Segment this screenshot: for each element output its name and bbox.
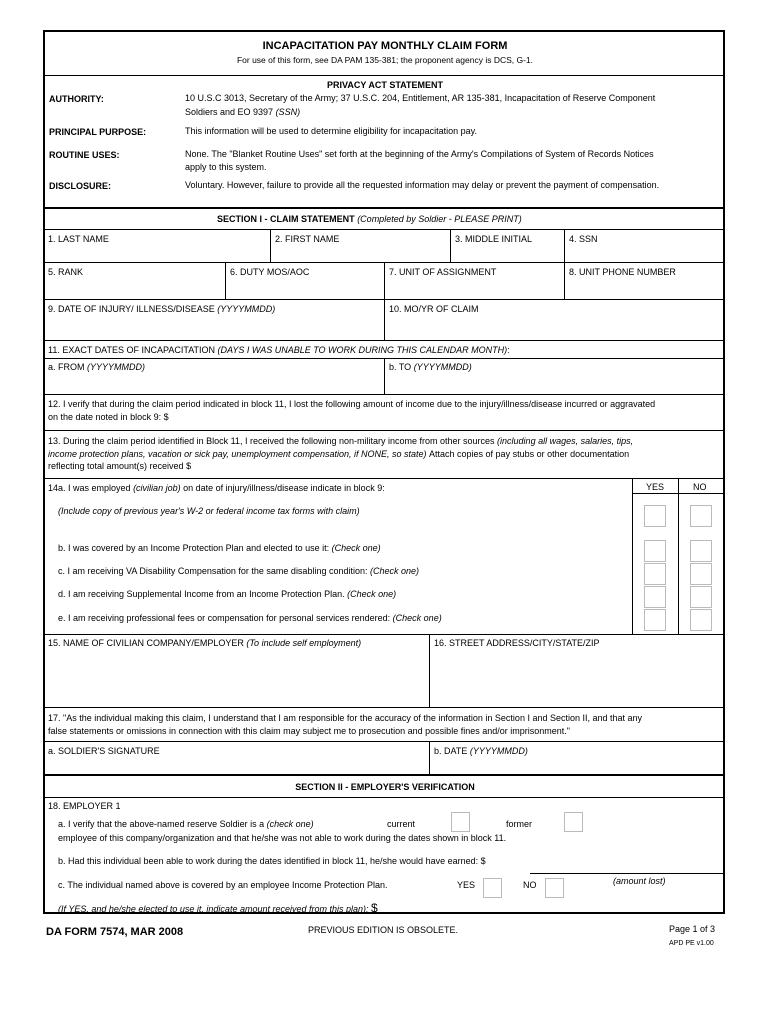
last-name-input[interactable] [45, 245, 268, 261]
signature-date-input[interactable] [431, 757, 722, 772]
verify-employee-statement: a. I verify that the above-named reserve Soldier is a (check one) [58, 819, 314, 829]
date-of-injury-label: 9. DATE OF INJURY/ ILLNESS/DISEASE (YYYYMMDD) [48, 304, 276, 314]
to-date-input[interactable] [386, 374, 722, 392]
employer-name-label: 15. NAME OF CIVILIAN COMPANY/EMPLOYER (To include self employment) [48, 638, 362, 648]
version-label: APD PE v1.00 [669, 940, 714, 947]
employer-address-label: 16. STREET ADDRESS/CITY/STATE/ZIP [434, 638, 600, 648]
certification-statement: 17. "As the individual making this claim, I understand that I am responsible for the accuracy of the information in Section I and Section II, and that any false statements or omissions in connection with this claim may subject me to prosecution and possible fines and/or imprisonment." [48, 713, 643, 736]
professional-fees-yes-checkbox[interactable] [644, 609, 666, 631]
routine-label: ROUTINE USES: [49, 150, 120, 160]
first-name-label: 2. FIRST NAME [275, 234, 340, 244]
plan-no-checkbox[interactable] [545, 878, 564, 898]
would-have-earned-input[interactable] [532, 852, 682, 866]
from-date-label: a. FROM (YYYYMMDD) [48, 362, 146, 372]
supplemental-income-yes-checkbox[interactable] [644, 586, 666, 608]
first-name-input[interactable] [272, 245, 448, 261]
supplemental-income-question: d. I am receiving Supplemental Income from an Income Protection Plan. (Check one) [58, 589, 397, 599]
signature-date-label: b. DATE (YYYYMMDD) [434, 746, 528, 756]
from-date-input[interactable] [45, 374, 382, 392]
unit-assignment-input[interactable] [386, 278, 562, 297]
va-disability-yes-checkbox[interactable] [644, 563, 666, 585]
plan-amount-label: (If YES, and he/she elected to use it, indicate amount received from this plan): $ [58, 901, 378, 915]
date-of-injury-input[interactable] [45, 316, 382, 338]
obsolete-notice: PREVIOUS EDITION IS OBSOLETE. [308, 925, 459, 935]
employer-address-input[interactable] [431, 651, 722, 705]
plan-yes-checkbox[interactable] [483, 878, 502, 898]
mo-yr-claim-label: 10. MO/YR OF CLAIM [389, 304, 479, 314]
form-id: DA FORM 7574, MAR 2008 [46, 926, 184, 938]
privacy-heading: PRIVACY ACT STATEMENT [326, 80, 443, 90]
employer-1-label: 18. EMPLOYER 1 [48, 801, 121, 811]
would-have-earned-label: b. Had this individual been able to work during the dates identified in block 11, he/she would have earned: $ [58, 856, 486, 866]
former-employee-checkbox[interactable] [564, 812, 583, 832]
routine-text-2: apply to this system. [185, 162, 267, 172]
rank-input[interactable] [45, 278, 223, 297]
plan-amount-input[interactable] [418, 898, 568, 912]
income-protection-question: b. I was covered by an Income Protection Plan and elected to use it: (Check one) [58, 543, 381, 553]
lost-income-input[interactable] [185, 410, 385, 423]
va-disability-question: c. I am receiving VA Disability Compensation for the same disabling condition: (Check one) [58, 566, 420, 576]
other-income-statement: 13. During the claim period identified in Block 11, I received the following non-military income from other sources (including all wages, salaries, tips, income protection plans, vacation or sick pay, unemployment compensation, if NONE, so state) Attach copies of pay stubs or other documentation reflecting total amount(s) received $ [48, 436, 634, 471]
middle-initial-label: 3. MIDDLE INITIAL [455, 234, 533, 244]
employed-no-checkbox[interactable] [690, 505, 712, 527]
duty-mos-input[interactable] [227, 278, 382, 297]
disclosure-text: Voluntary. However, failure to provide all the requested information may delay or prevent the payment of compensation. [185, 180, 660, 190]
last-name-label: 1. LAST NAME [48, 234, 109, 244]
va-disability-no-checkbox[interactable] [690, 563, 712, 585]
form-title: INCAPACITATION PAY MONTHLY CLAIM FORM [262, 40, 508, 52]
w2-note: (Include copy of previous year's W-2 or federal income tax forms with claim) [58, 506, 360, 516]
to-date-label: b. TO (YYYYMMDD) [389, 362, 472, 372]
current-label: current [387, 819, 416, 829]
section1-title: SECTION I - CLAIM STATEMENT (Completed by Soldier - PLEASE PRINT) [217, 214, 522, 224]
income-protection-plan-statement: c. The individual named above is covered by an employee Income Protection Plan. [58, 880, 388, 890]
professional-fees-no-checkbox[interactable] [690, 609, 712, 631]
other-income-input[interactable] [210, 460, 410, 473]
unit-assignment-label: 7. UNIT OF ASSIGNMENT [389, 267, 497, 277]
verify-employee-statement-2: employee of this company/organization and that he/she was not able to work during the dates shown in block 11. [58, 833, 507, 843]
former-label: former [506, 819, 533, 829]
professional-fees-question: e. I am receiving professional fees or compensation for personal services rendered: (Check one) [58, 613, 442, 623]
mo-yr-claim-input[interactable] [386, 316, 722, 338]
disclosure-label: DISCLOSURE: [49, 181, 112, 191]
signature-label: a. SOLDIER'S SIGNATURE [48, 746, 160, 756]
unit-phone-input[interactable] [566, 278, 722, 297]
employer-name-input[interactable] [45, 651, 427, 705]
authority-text-2: Soldiers and EO 9397 (SSN) [185, 107, 301, 117]
page-number: Page 1 of 3 [669, 924, 716, 934]
no-column-header: NO [693, 482, 707, 492]
supplemental-income-no-checkbox[interactable] [690, 586, 712, 608]
purpose-text: This information will be used to determine eligibility for incapacitation pay. [185, 126, 477, 136]
purpose-label: PRINCIPAL PURPOSE: [49, 127, 147, 137]
lost-income-statement: 12. I verify that during the claim period indicated in block 11, I lost the following amount of income due to the injury/illness/disease incurred or aggravated on the date noted in block 9: $ [48, 399, 656, 422]
yes-column-header: YES [646, 482, 665, 492]
current-employee-checkbox[interactable] [451, 812, 470, 832]
routine-text: None. The "Blanket Routine Uses" set forth at the beginning of the Army's Compilations of System of Records Notices [185, 149, 654, 159]
amount-lost-label: (amount lost) [613, 876, 666, 886]
income-protection-no-checkbox[interactable] [690, 540, 712, 562]
signature-field[interactable] [45, 757, 427, 772]
form-subtitle: For use of this form, see DA PAM 135-381; the proponent agency is DCS, G-1. [236, 55, 534, 65]
rank-label: 5. RANK [48, 267, 84, 277]
income-protection-yes-checkbox[interactable] [644, 540, 666, 562]
middle-initial-input[interactable] [452, 245, 562, 261]
employed-question: 14a. I was employed (civilian job) on date of injury/illness/disease indicate in block 9: [48, 483, 385, 493]
authority-text: 10 U.S.C 3013, Secretary of the Army; 37 U.S.C. 204, Entitlement, AR 135-381, Incapacitation of Reserve Component [185, 93, 656, 103]
unit-phone-label: 8. UNIT PHONE NUMBER [569, 267, 676, 277]
section2-title: SECTION II - EMPLOYER'S VERIFICATION [295, 782, 475, 792]
ssn-label: 4. SSN [569, 234, 598, 244]
ssn-input[interactable] [566, 245, 722, 261]
duty-mos-label: 6. DUTY MOS/AOC [230, 267, 310, 277]
employed-yes-checkbox[interactable] [644, 505, 666, 527]
incapacitation-dates-label: 11. EXACT DATES OF INCAPACITATION (DAYS I WAS UNABLE TO WORK DURING THIS CALENDAR MONTH): [48, 345, 510, 355]
plan-yes-label: YES [457, 880, 476, 890]
plan-no-label: NO [523, 880, 537, 890]
authority-label: AUTHORITY: [49, 94, 104, 104]
